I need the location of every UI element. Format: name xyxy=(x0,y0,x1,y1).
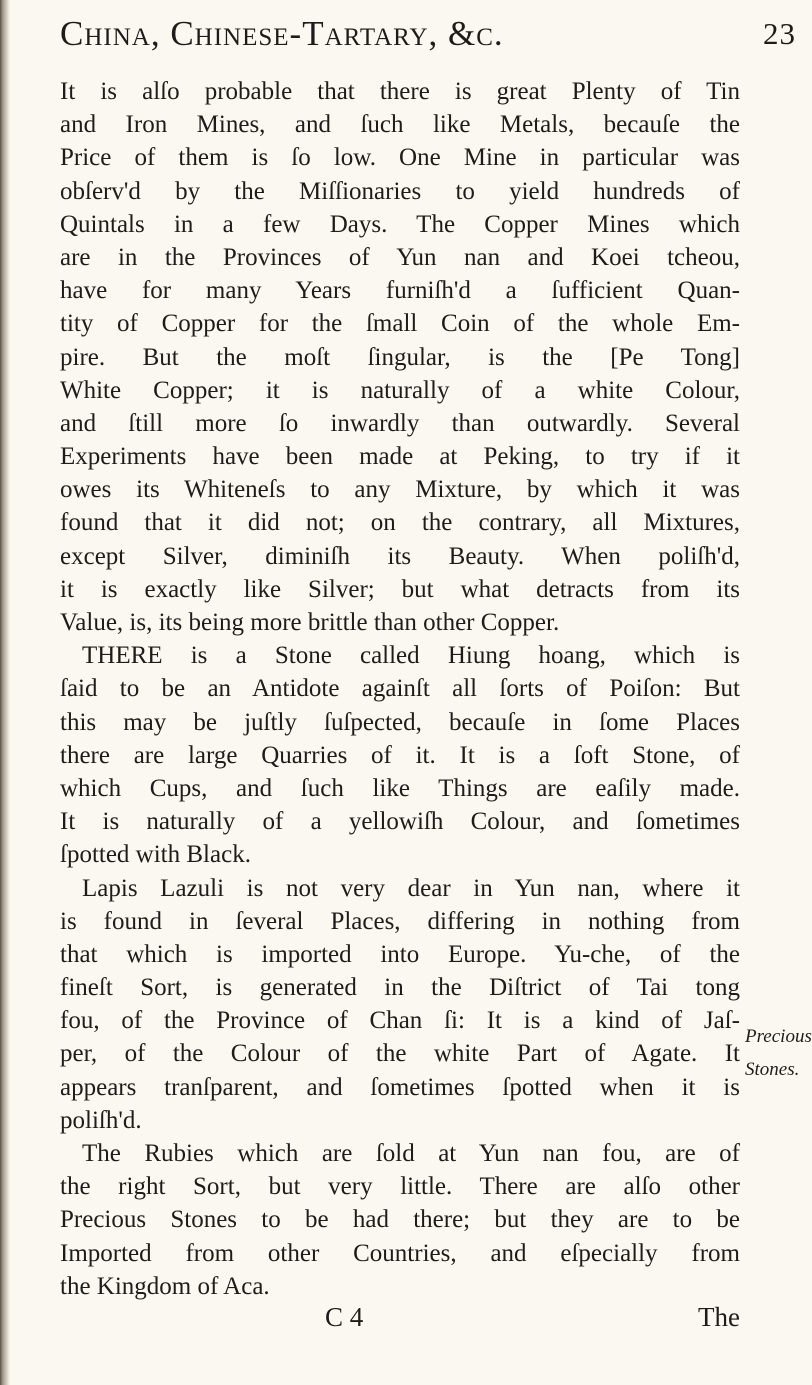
text-line: ſaid to be an Antidote againſt all ſorts of Poiſon: But xyxy=(60,675,740,703)
text-line: owes its Whiteneſs to any Mixture, by which it was xyxy=(60,476,740,504)
text-line: found that it did not; on the contrary, all Mixtures, xyxy=(60,509,740,537)
text-line: Value, is, its being more brittle than other Copper. xyxy=(60,609,560,636)
text-line: per, of the Colour of the white Part of Agate. It xyxy=(60,1040,740,1068)
text-line: fou, of the Province of Chan ſi: It is a kind of Jaſ- xyxy=(60,1007,740,1035)
running-title: China, Chinese-Tartary, &c. xyxy=(60,14,504,53)
body-text xyxy=(60,75,740,1303)
catchword: The xyxy=(698,1302,740,1332)
text-line: this may be juſtly ſuſpected, becauſe in ſome Places xyxy=(60,708,740,736)
text-line: It is naturally of a yellowiſh Colour, and ſometimes xyxy=(60,808,740,836)
page-header xyxy=(60,14,800,74)
text-line: and Iron Mines, and ſuch like Metals, becauſe the xyxy=(60,111,740,139)
text-line: it is exactly like Silver; but what detracts from its xyxy=(60,575,740,603)
signature-mark: C 4 xyxy=(325,1302,364,1332)
text-line: fineſt Sort, is generated in the Diſtrict of Tai tong xyxy=(60,974,740,1002)
text-line: Experiments have been made at Peking, to try if it xyxy=(60,443,740,471)
text-line: The Rubies which are ſold at Yun nan fou, are of xyxy=(82,1140,740,1167)
text-line: which Cups, and ſuch like Things are eaſily made. xyxy=(60,774,740,802)
page-binding-edge xyxy=(0,0,10,1385)
text-line: appears tranſparent, and ſometimes ſpotted when it is xyxy=(60,1073,740,1101)
text-line: tity of Copper for the ſmall Coin of the whole Em- xyxy=(60,310,740,338)
margin-note xyxy=(745,1020,812,1086)
margin-note-line: Stones. xyxy=(745,1059,800,1080)
text-line: Precious Stones to be had there; but they are to be xyxy=(60,1206,740,1234)
text-line: Lapis Lazuli is not very dear in Yun nan, where it xyxy=(82,874,740,902)
text-line: It is alſo probable that there is great Plenty of Tin xyxy=(60,78,740,105)
text-line: that which is imported into Europe. Yu-che, of the xyxy=(60,940,740,968)
text-line: THERE is a Stone called Hiung hoang, which is xyxy=(82,642,740,670)
text-line: poliſh'd. xyxy=(60,1106,142,1134)
page-footer xyxy=(60,1302,740,1342)
text-line: Imported from other Countries, and eſpecially from xyxy=(60,1239,740,1267)
text-line: pire. But the moſt ſingular, is the [Pe Tong] xyxy=(60,343,740,371)
text-line: and ſtill more ſo inwardly than outwardly. Several xyxy=(60,409,740,437)
text-line: there are large Quarries of it. It is a ſoft Stone, of xyxy=(60,741,740,769)
text-line: except Silver, diminiſh its Beauty. When poliſh'd, xyxy=(60,542,740,570)
margin-note-line: Precious xyxy=(745,1026,812,1047)
text-line: the Kingdom of Aca. xyxy=(60,1272,270,1300)
text-line: are in the Provinces of Yun nan and Koei tcheou, xyxy=(60,243,740,271)
text-line: the right Sort, but very little. There are alſo other xyxy=(60,1173,740,1201)
text-line: Price of them is ſo low. One Mine in particular was xyxy=(60,144,740,172)
text-line: Quintals in a few Days. The Copper Mines which xyxy=(60,210,740,238)
text-line: is found in ſeveral Places, differing in nothing from xyxy=(60,907,740,935)
text-line: have for many Years furniſh'd a ſufficient Quan- xyxy=(60,277,740,305)
page-number: 23 xyxy=(763,16,796,51)
text-line: obſerv'd by the Miſſionaries to yield hundreds of xyxy=(60,177,740,205)
text-line: White Copper; it is naturally of a white Colour, xyxy=(60,376,740,404)
text-line: ſpotted with Black. xyxy=(60,841,251,869)
